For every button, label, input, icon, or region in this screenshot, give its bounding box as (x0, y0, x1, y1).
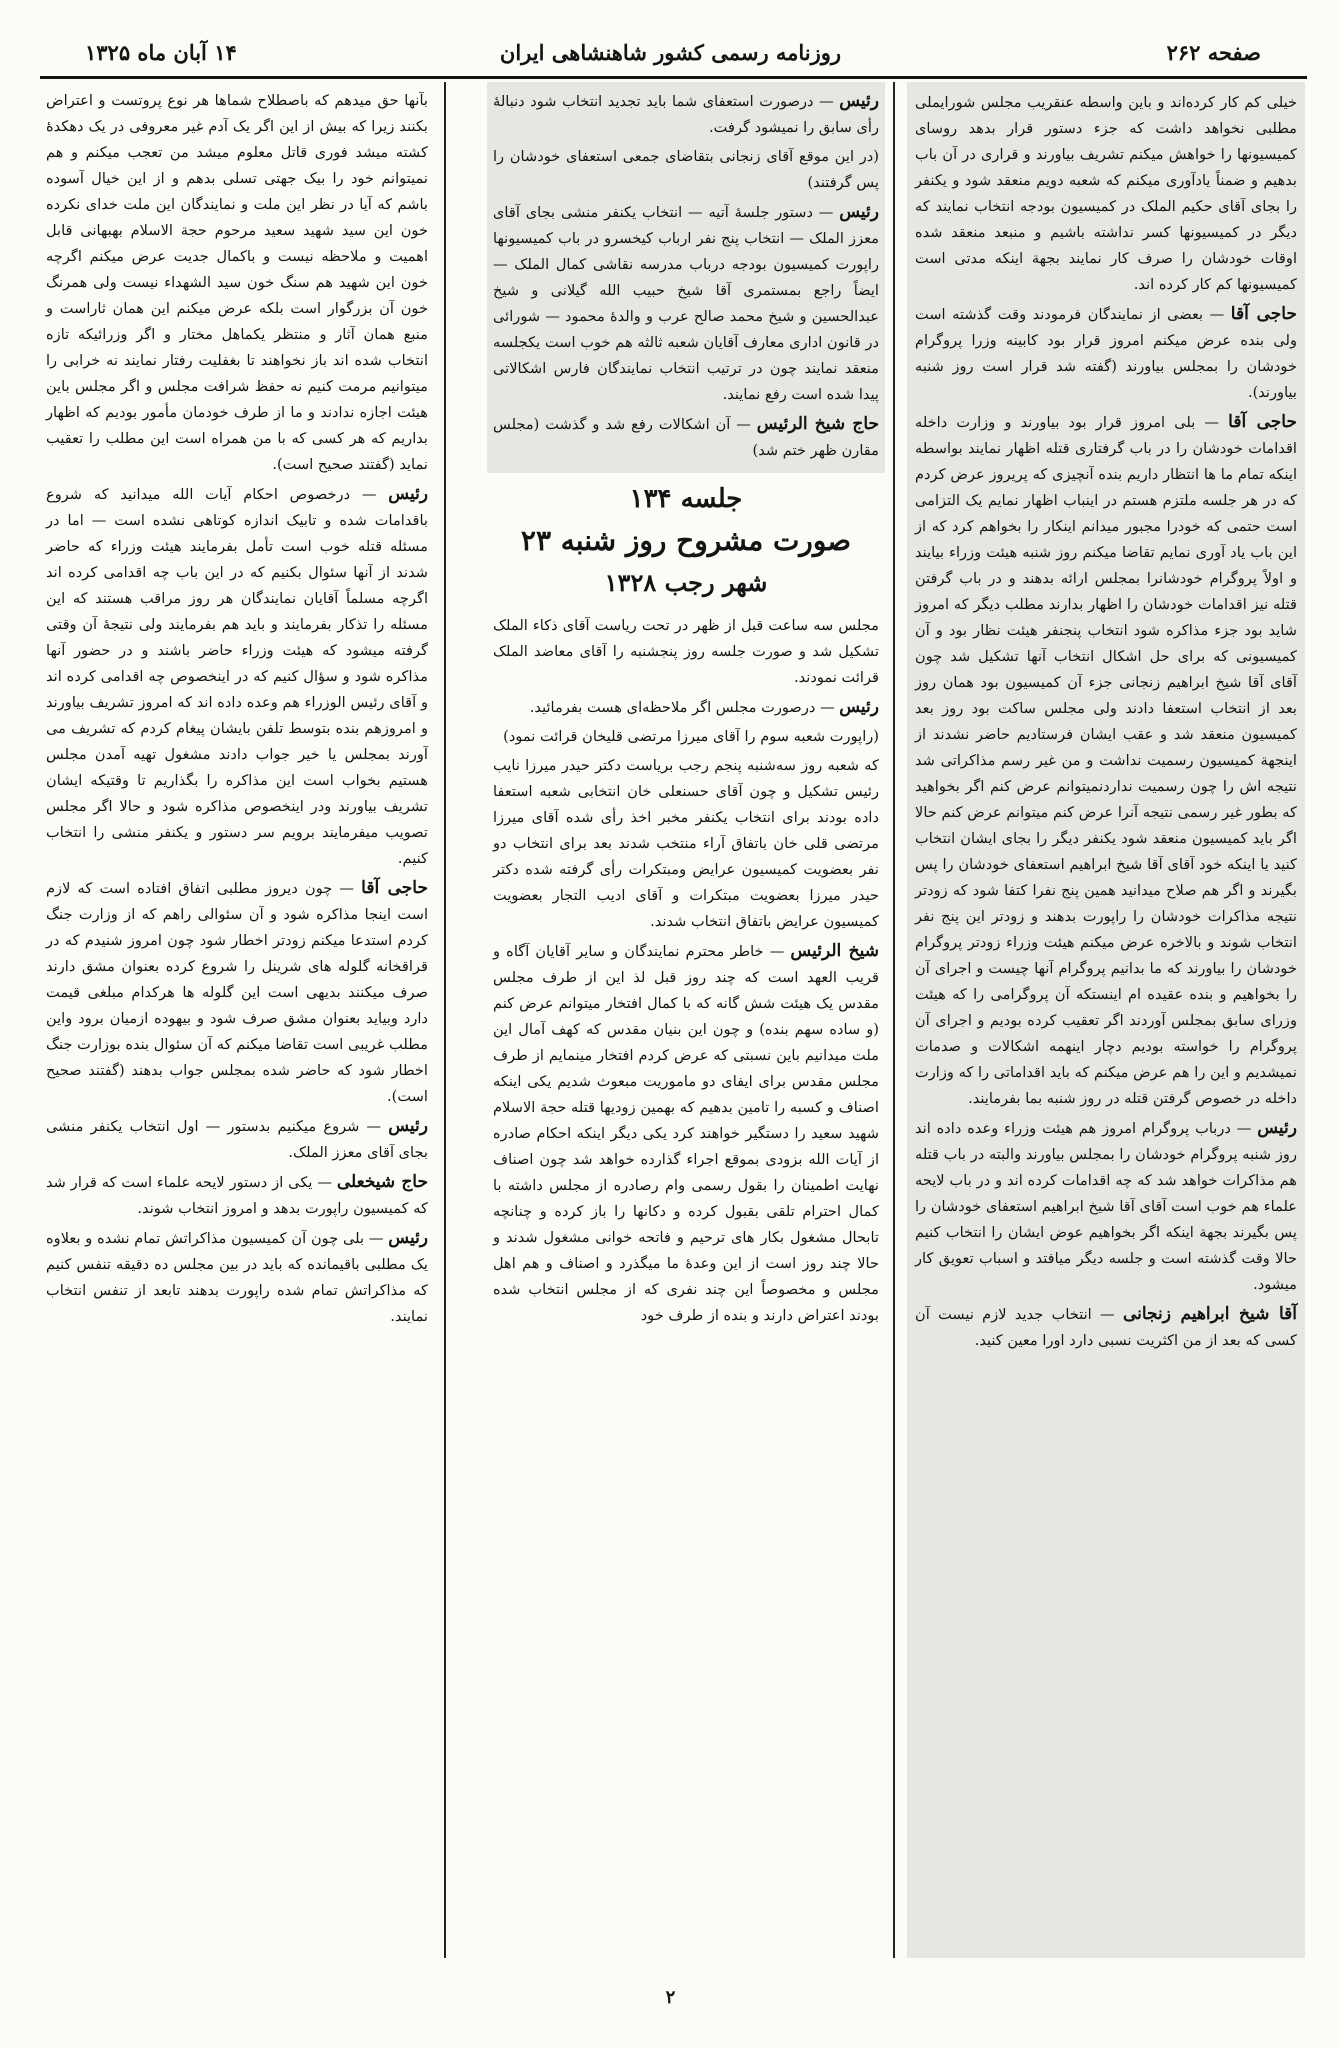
paragraph (915, 1115, 1297, 1298)
speaker-name: آقا شیخ ابراهیم زنجانی (1122, 1304, 1298, 1324)
speaker-name: شیخ الرئیس (790, 941, 879, 961)
session-date: شهر رجب ۱۳۲۸ (604, 568, 768, 597)
publication-title: روزنامه رسمی کشور شاهنشاهی ایران (499, 40, 842, 65)
paragraph (46, 88, 428, 478)
paragraph-text: (در این موقع آقای زنجانی بتقاضای جمعی استعفای خودشان را پس گرفتند) (493, 148, 879, 191)
paragraph-text: (راپورت شعبه سوم را آقای میرزا مرتضی قلیخان قرائت نمود) (503, 728, 879, 745)
paragraph (46, 1225, 428, 1330)
session-heading (493, 479, 879, 603)
speaker-name: رئیس (388, 1116, 428, 1136)
paragraph (915, 90, 1297, 298)
speaker-name: حاج شیخعلی (336, 1172, 428, 1192)
paragraph (493, 88, 879, 141)
column-middle (487, 82, 885, 1958)
paragraph (493, 694, 879, 721)
paragraph (915, 409, 1297, 1112)
speaker-name: رئیس (1257, 1118, 1297, 1138)
speaker-name: رئیس (839, 91, 879, 111)
paragraph (493, 411, 879, 464)
paragraph (46, 481, 428, 872)
paragraph-text: — خاطر محترم نمایندگان و سایر آقایان آگاه و قریب العهد است که چند روز قبل لذ این از طرف مجلس مقدس یک هیئت شش گانه که با کمال افتخار میتوانم عرض کنم (و ساده سهم بنده) و چون این بنیان مقدس که کهف آمال این ملت میدانیم باین نسبتی که عرض کردم افتخار مینمایم از طرف مجلس مقدس برای ایفای دو ماموریت مبعوث شدیم یکی اینکه اصناف و کسبه را تامین بدهیم که بهمین زودیها قتله حجة الاسلام شهید سعید را دستگیر خواهند کرد یکی دیگر اینکه احکام صادره از آیات الله بزودی بموقع اجراء گذارده خواهد شد چون اصناف نهایت اطمینان را بقول رسمی وام رصادره از مجلس داشته با کمال احترام تلقی بقبول کرده و دکانها را باز کرده و چنانچه تابحال مشغول بکار های ترحیم و فاتحه خوانی مشغول شدند و حالا چند روز است از این وعدهٔ ما میگذرد و اصناف و هم اهل مجلس و مخصوصاً این چند نفری که از مجلس انتخاب شده بودند اعتراض دارند و بنده از طرف خود (493, 943, 879, 1324)
session-number: جلسه ۱۳۴ (629, 484, 743, 514)
paragraph-text: که شعبه روز سه‌شنبه پنجم رجب بریاست دکتر حیدر میرزا نایب رئیس تشکیل و چون آقای حسنعلی خان انتخابی شعبه استعفا داده بودند برای انتخاب یکنفر مخبر اخذ رأی شده آقای میرزا مرتضی قلی خان باتفاق آراء منتخب شدند بعد برای انتخاب دو نفر بعضویت کمیسیون عرایض ومبتکرات رأی گرفته شده دکتر حیدر میرزا بعضویت مبتکرات و آقای ادیب التجار بعضویت کمیسیون عرایض باتفاق انتخاب شدند. (493, 757, 879, 930)
paragraph-text: — انتخاب جدید لازم نیست آن کسی که بعد از من اکثریت نسبی دارد اورا معین کنید. (915, 1306, 1297, 1349)
issue-date: ۱۴ آبان ماه ۱۳۲۵ (85, 40, 237, 65)
page-number: ۲ (665, 1987, 676, 2008)
paragraph-text: — بعضی از نمایندگان فرمودند وقت گذشته است ولی بنده عرض میکنم امروز قرار بود کابینه وزرا پروگرام خودشان را بمجلس بیاورند (گفته شد قرار است روز شنبه بیاورند). (915, 306, 1297, 401)
paragraph (493, 753, 879, 935)
column-middle-top (487, 82, 885, 473)
paragraph-text: — چون دیروز مطلبی اتفاق افتاده است که لازم است اینجا مذاکره شود و آن سئوالی راهم که از وزارت جنگ کردم استدعا میکنم زودتر اخطار شود چون امروز شنیدم که در قراقخانه گلوله های شرینل را شروع کرده بعنوان مشق دارند صرف میکنند بدیهی است این گلوله ها هرکدام مبلغی قیمت دارد وبیاید بعنوان مشق صرف شود و بیهوده ازمیان برود واین مطلب غریبی است تقاضا میکنم که آن سئوال بنده بوزارت جنگ اخطار شود که حاضر شده بمجلس جواب بدهند (گفتند صحیح است). (46, 880, 428, 1105)
paragraph (46, 875, 428, 1110)
page-header (0, 0, 1341, 70)
paragraph-text: — بلی امروز قرار بود بیاورند و وزارت داخله اقدامات خودشان را در باب گرفتاری قتله اظهار نمایند بواسطه اینکه تمام ما ها انتظار داریم بنده آنچیزی که پریروز عرض کردم که در هر جلسه ملتزم هستم در اینباب اظهار نمایم یک التزامی است حتمی که خودرا مجبور میدانم اینکار را بخواهم کرد که از این باب یاد آوری نمایم تقاضا میکنم روز شنبه هیئت وزراء بیایند و اولاً پروگرام خودشانرا بمجلس ارائه بدهند و در باب گرفتن قتله نیز اقدامات خودشان را اظهار بدارند مطلب دیگر که امروز شاید بود جزء مذاکره شود انتخاب پنجنفر هیئت نظار بود و آن کمیسیونی که برای حل اشکال انتخاب آنها تشکیل شد چون آقای آقا شیخ ابراهیم زنجانی جزء آن کمیسیون بود همان روز بعد از انتخاب استعفا دادند ولی مجلس ساکت بود روز بعد کمیسیون منعقد شد و عقب ایشان فرستادیم حاضر نشدند از اینجهة کمیسیون رسمیت نداشت و من غیر رسم مذاکراتی شد نتیجه اش را چون رسمیت نداردنمیتوانم عرض کنم اگر بخواهید که بطور غیر رسمی نتیجه آنرا عرض کنم میتوانم عرض کنم حالا اگر باید کمیسیون منعقد شود یکنفر دیگر را بجای ایشان انتخاب کنید یا اینکه خود آقای آقا شیخ ابراهیم استعفای خودشان را پس بگیرند و اگر هم صلاح میدانید همین پنج نفرا کتفا شود که زودتر نتیجه مذاکرات خودشان را راپورت بدهند و زودتر این پنج نفر انتخاب شوند و بالاخره عرض میکنم هیئت وزراء زودتر پروگرام خودشان را بیاورند که ما بدانیم پروگرام آنها چیست و اجرای آن را بخواهیم و بنده عقیده ام اینستکه آن پروگرامی را که هیئت وزرای سابق بمجلس آوردند اگر تعقیب کرده بودیم و اجرای آن پروگرام را خواسته بودیم دچار اینهمه اشکالات و صدمات نمیشدیم و این را هم عرض میکنم که باید اقداماتی را که وزارت داخله در خصوص گرفتن قتله در روز شنبه بما بفرمایند. (915, 414, 1297, 1107)
speaker-name: رئیس (388, 1228, 429, 1248)
paragraph (46, 1113, 428, 1166)
speaker-name: رئیس (839, 697, 879, 717)
paragraph-text: — درصورت مجلس اگر ملاحظه‌ای هست بفرمائید. (529, 699, 835, 716)
paragraph (493, 144, 879, 196)
speaker-name: حاجی آقا (361, 878, 428, 898)
speaker-name: حاجی آقا (1228, 412, 1297, 432)
speaker-name: حاج شیخ الرئیس (756, 414, 880, 434)
paragraph-text: — دستور جلسهٔ آتیه — انتخاب یکنفر منشی بجای آقای معزز الملک — انتخاب پنج نفر ارباب کیخسرو در باب کمیسیونها راپورت کمیسیون بودجه درباب مدرسه نقاشی کمال الملک — ایضاً راجع بمستمری آقا شیخ حبیب الله گیلانی و شیخ عبدالحسین و شیخ محمد صالح عرب و والدهٔ محمود — شورائی در قانون اداری معارف آقایان شعبه ثالثه هم خوب است یکجلسه منعقد نمایند چون در ترتیب انتخاب نمایندگان فارس اشکالاتی پیدا شده است رفع نمایند. (493, 204, 879, 403)
paragraph-text: — درباب پروگرام امروز هم هیئت وزراء وعده داده اند روز شنبه پروگرام خودشان را بمجلس بیاورند والبته در باب قتله هم مذاکرات خواهد شد که چه اقدامات کرده اند و در باب لایحه علماء هم خوب است آقای آقا شیخ ابراهیم استعفای خودشان را پس بگیرند بجهة اینکه اگر بخواهیم عوض ایشان را انتخاب کنیم حالا وقت گذشته است و جلسه دیگر میافتد و اسباب تعویق کار میشود. (915, 1120, 1297, 1293)
paragraph-text: — درخصوص احکام آیات الله میدانید که شروع باقدامات شده و تابیک اندازه کوتاهی نشده است — اما در مسئله قتله خوب است تأمل بفرمایند هیئت وزراء که حاضر شدند از آنها سئوال بکنیم که در این باب چه اقدامی کرده اند اگرچه مسلماً آقایان نمایندگان هر روز مراقب هستند که این مسئله را تذکار بفرمایند و باید هم بفرمایند ولی نتیجهٔ آن وقتی گرفته میشود که هیئت وزراء حاضر باشند و در حضور آنها مذاکره شود و سؤال کنیم که در اینخصوص چه اقدامی کرده اند و آقای رئیس الوزراء هم وعده داده اند که امروز تشریف بیاورند و امروزهم بنده بتوسط تلفن بایشان پیغام کردم که تشریف می آورند بمجلس یا خیر جواب دادند مشغول تهیه آمدن مجلس هستیم بخواب است این مذاکره را بگذاریم تا وقتیکه ایشان تشریف بیاورند ودر اینخصوص مذاکره شود و حالا اگر مجلس تصویب میفرمایند برویم سر دستور و یکنفر منشی را انتخاب کنیم. (46, 486, 428, 867)
paragraph-text: — شروع میکنیم بدستور — اول انتخاب یکنفر منشی بجای آقای معزز الملک. (46, 1118, 428, 1161)
paragraph-text: بآنها حق میدهم که باصطلاح شماها هر نوع پروتست و اعتراض بکنند زیرا که بیش از این اگر یک آدم غیر معروفی در یک دهکدهٔ کشته میشد فوری قاتل معلوم میشد من تعجب میکنم و هم نمیتوانم خود را بیک جهتی تسلی بدهم و از این خیال آسوده باشم که آیا در نظر این ملت و نمایندگان این ملت خدای نکرده خون این سید شهید سعید مرحوم حجة الاسلام بهبهانی قابل اهمیت و ملاحظه نیست و باکمال جدیت عرض میکنم اگرچه خون این شهید هم سنگ خون سید الشهداء نیست ولی همرنگ خون آن بزرگوار است بلکه عرض میکنم این همان ثاراست و منبع همان آثار و منتظر یکماهل مختار و اگر وزرائیکه تازه انتخاب شده اند باز نخواهند تا بغفلیت رفتار نمایند نه خرابی را میتوانیم مرمت کنیم نه حفظ شرافت مجلس و اگر مجلس باین هیئت اجازه ندادند و ما از طرف خودمان مأمور بودیم که اظهار بداریم که هر کسی که با من همراه است این مطلب را تعقیب نماید (گفتند صحیح است). (46, 92, 428, 473)
speaker-name: رئیس (388, 484, 429, 504)
session-title: صورت مشروح روز شنبه ۲۳ (520, 524, 852, 557)
column-divider-left (444, 82, 446, 1958)
paragraph-text: — درصورت استعفای شما باید تجدید انتخاب شود دنبالهٔ رأی سابق را نمیشود گرفت. (493, 93, 879, 136)
paragraph-text: خیلی کم کار کرده‌اند و باین واسطه عنقریب مجلس شورایملی مطلبی نخواهد داشت که جزء دستور قرار بدهد روسای کمیسیونها را خواهش میکنم تشریف بیاورند و قراری در آن باب بدهیم و ضمناً یادآوری میکنم که شعبه دویم منعقد شود و یکنفر را بجای آقای حکیم الملک در کمیسیون بودجه انتخاب نمایند که دیگر در کمیسیونها کسر نداشته باشیم و منبعد منعقد شده اوقات خودشان را صرف کار نمایند بجهة اینکه مدتی است کمیسیونها کم کار کرده اند. (915, 94, 1297, 293)
paragraph (46, 1169, 428, 1222)
paragraph (493, 724, 879, 750)
paragraph-text: مجلس سه ساعت قبل از ظهر در تحت ریاست آقای ذکاء الملک تشکیل شد و صورت جلسه روز پنجشنبه را آقای معاضد الملک قرائت نمودند. (493, 617, 879, 686)
column-left (40, 82, 434, 1958)
paragraph-text: — یکی از دستور لایحه علماء است که قرار شد که کمیسیون راپورت بدهد و امروز انتخاب شوند. (46, 1174, 428, 1217)
column-divider-right (893, 82, 895, 1958)
paragraph (493, 938, 879, 1329)
page-label: صفحه ۲۶۲ (1166, 40, 1261, 65)
paragraph-text: — بلی چون آن کمیسیون مذاکراتش تمام نشده و بعلاوه یک مطلبی باقیمانده که باید در بین مجلس ده دقیقه تنفس کنیم که مذاکراتش تمام شده راپورت بدهند تابعد از تنفس انتخاب نمایند. (46, 1230, 428, 1325)
speaker-name: حاجی آقا (1230, 304, 1297, 324)
paragraph (915, 1301, 1297, 1354)
header-rule (40, 76, 1307, 79)
paragraph (493, 199, 879, 408)
column-middle-bottom (493, 613, 879, 1329)
paragraph-text: — آن اشکالات رفع شد و گذشت (مجلس مقارن ظهر ختم شد) (493, 416, 879, 459)
paragraph (493, 613, 879, 691)
paragraph (915, 301, 1297, 406)
speaker-name: رئیس (839, 202, 879, 222)
column-right (907, 82, 1305, 1958)
